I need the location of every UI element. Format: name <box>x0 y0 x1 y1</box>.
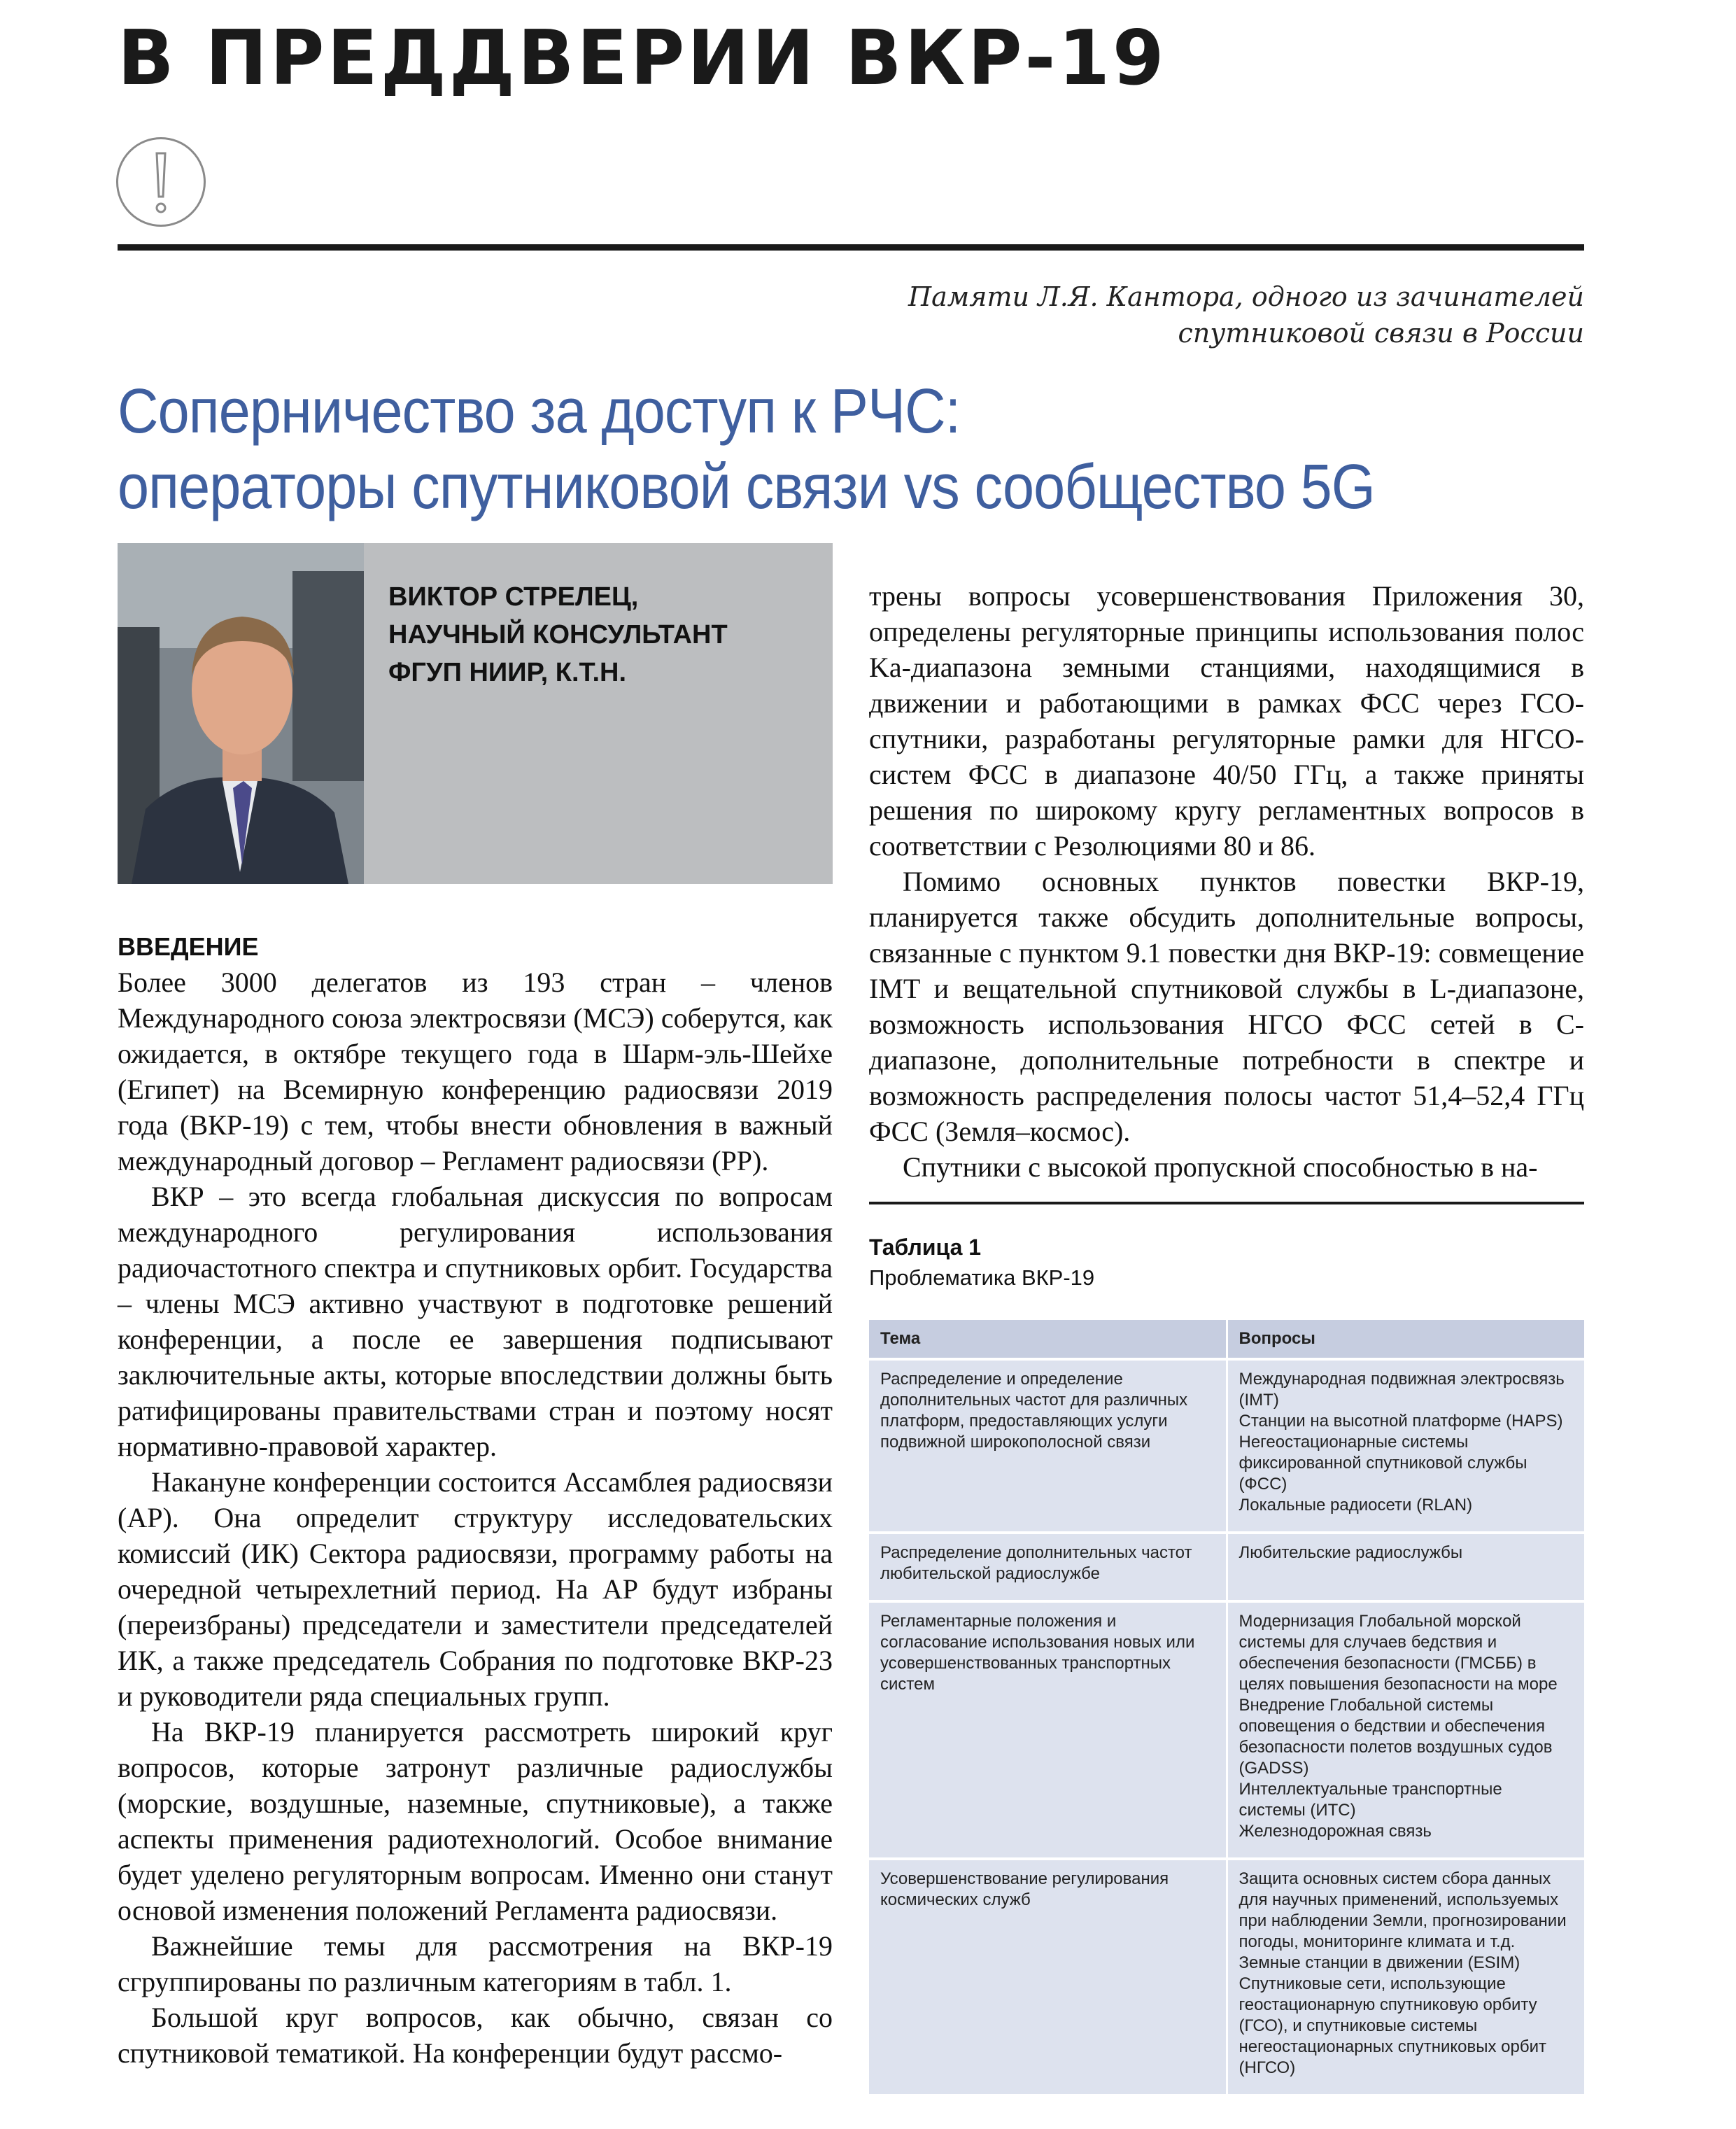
table-header-row <box>869 1320 1584 1359</box>
paragraph: ВКР – это всегда глобальная дискуссия по вопросам международного регулирования использования радиочастотного спектра и спутниковых орбит. Государства – члены МСЭ активно участвуют в подготовке решений конференции, а после ее завершения подписывают заключительные акты, которые впоследствии должны быть ратифицированы правительствами стран и поэтому носят нормативно-правовой характер. <box>118 1181 833 1462</box>
issues-table <box>869 1320 1584 2094</box>
paragraph: На ВКР-19 планируется рассмотреть широкий круг вопросов, которые затронут различные радиослужбы (морские, воздушные, наземные, спутниковые), а также аспекты применения радиотехнологий. Особое внимание будет уделено регуляторным вопросам. Именно они станут основой изменения положений Регламента радиосвязи. <box>118 1716 833 1926</box>
paragraph: Большой круг вопросов, как обычно, связан со спутниковой тематикой. На конференции будут рассмо- <box>118 2002 833 2069</box>
table-cell: Защита основных систем сбора данных для научных применений, используемых при наблюдении Земли, прогнозировании погоды, мониторинге климата и т.д. Земные станции в движении (ESIM) Спутниковые сети, использующие геостационарную спутниковую орбиту (ГСО), и спутниковые системы негеостационарных спутниковых орбит (НГСО) <box>1227 1859 1584 2094</box>
paragraph: трены вопросы усовершенствования Приложения 30, определены регуляторные принципы использования полос Ka-диапазона земными станциями, находящимися в движении и работающими в рамках ФСС через ГСО-спутники, разработаны регуляторные рамки для НГСО-систем ФСС в диапазоне 40/50 ГГц, а также приняты решения по широкому кругу регламентных вопросов в соответствии с Резолюциями 80 и 86. <box>869 580 1584 862</box>
left-column <box>118 964 833 2071</box>
rubric-title: В ПРЕДДВЕРИИ ВКР-19 <box>118 15 1167 102</box>
article-headline <box>118 374 1437 525</box>
table-row <box>869 1533 1584 1601</box>
table-title: Таблица 1 <box>869 1235 982 1260</box>
table-cell: Международная подвижная электросвязь (IMT) Станции на высотной платформе (HAPS) Негеостационарные системы фиксированной спутниковой службы (ФСС) Локальные радиосети (RLAN) <box>1227 1359 1584 1533</box>
paragraph: Более 3000 делегатов из 193 стран – членов Международного союза электросвязи (МСЭ) соберутся, как ожидается, в октябре текущего года в Шарм-эль-Шейхе (Египет) на Всемирную конференцию радиосвязи 2019 года (ВКР-19) с тем, чтобы внести обновления в важный международный договор – Регламент радиосвязи (РР). <box>118 967 833 1176</box>
section-heading: ВВЕДЕНИЕ <box>118 932 259 961</box>
paragraph: Важнейшие темы для рассмотрения на ВКР-19 сгруппированы по различным категориям в табл. 1. <box>118 1930 833 1997</box>
table-cell: Распределение дополнительных частот любительской радиослужбе <box>869 1533 1227 1601</box>
right-column <box>869 578 1584 1185</box>
table-cell: Любительские радиослужбы <box>1227 1533 1584 1601</box>
table-row <box>869 1601 1584 1859</box>
exclamation-circle-icon <box>116 137 206 227</box>
table-cell: Регламентарные положения и согласование использования новых или усовершенствованных транспортных систем <box>869 1601 1227 1859</box>
table-header-cell: Вопросы <box>1227 1320 1584 1359</box>
author-affiliation: ФГУП НИИР, К.Т.Н. <box>388 658 626 687</box>
table-subtitle: Проблематика ВКР-19 <box>869 1265 1095 1290</box>
author-name: ВИКТОР СТРЕЛЕЦ, <box>388 582 639 612</box>
table-cell: Усовершенствование регулирования космических служб <box>869 1859 1227 2094</box>
author-position: НАУЧНЫЙ КОНСУЛЬТАНТ <box>388 620 728 649</box>
table-cell: Модернизация Глобальной морской системы для случаев бедствия и обеспечения безопасности (ГМСББ) в целях повышения безопасности на море Внедрение Глобальной системы оповещения о бедствии и обеспечения безопасности полетов воздушных судов (GADSS) Интеллектуальные транспортные системы (ИТС) Железнодорожная связь <box>1227 1601 1584 1859</box>
paragraph: Помимо основных пунктов повестки ВКР-19, планируется также обсудить дополнительные вопросы, связанные с пунктом 9.1 повестки дня ВКР-19: совмещение IMT и вещательной спутниковой службы в L-диапазоне, возможность использования НГСО ФСС сетей в С-диапазоне, дополнительные потребности в спектре и возможность распределения полосы частот 51,4–52,4 ГГц ФСС (Земля–космос). <box>869 866 1584 1147</box>
author-credit <box>388 578 822 691</box>
table-row <box>869 1859 1584 2094</box>
paragraph: Спутники с высокой пропускной способностью в на- <box>903 1151 1538 1183</box>
table-header-cell: Тема <box>869 1320 1227 1359</box>
table-cell: Распределение и определение дополнительных частот для различных платформ, предоставляющих услуги подвижной широкополосной связи <box>869 1359 1227 1533</box>
dedication-line: Памяти Л.Я. Кантора, одного из зачинателей <box>908 281 1584 312</box>
author-photo <box>118 543 364 884</box>
paragraph: Накануне конференции состоится Ассамблея радиосвязи (АР). Она определит структуру исследовательских комиссий (ИК) Сектора радиосвязи, программу работы на очередной четырехлетний период. На АР будут избраны (переизбраны) председатели и заместители председателей ИК, а также председатель Собрания по подготовке ВКР-23 и руководители ряда специальных групп. <box>118 1466 833 1712</box>
headline-line: операторы спутниковой связи vs сообщество 5G <box>118 452 1375 522</box>
dedication <box>744 279 1584 351</box>
table-row <box>869 1359 1584 1533</box>
header-rule <box>118 244 1584 251</box>
dedication-line: спутниковой связи в России <box>1178 318 1584 349</box>
headline-line: Соперничество за доступ к РЧС: <box>118 377 961 447</box>
table-rule <box>869 1202 1584 1204</box>
